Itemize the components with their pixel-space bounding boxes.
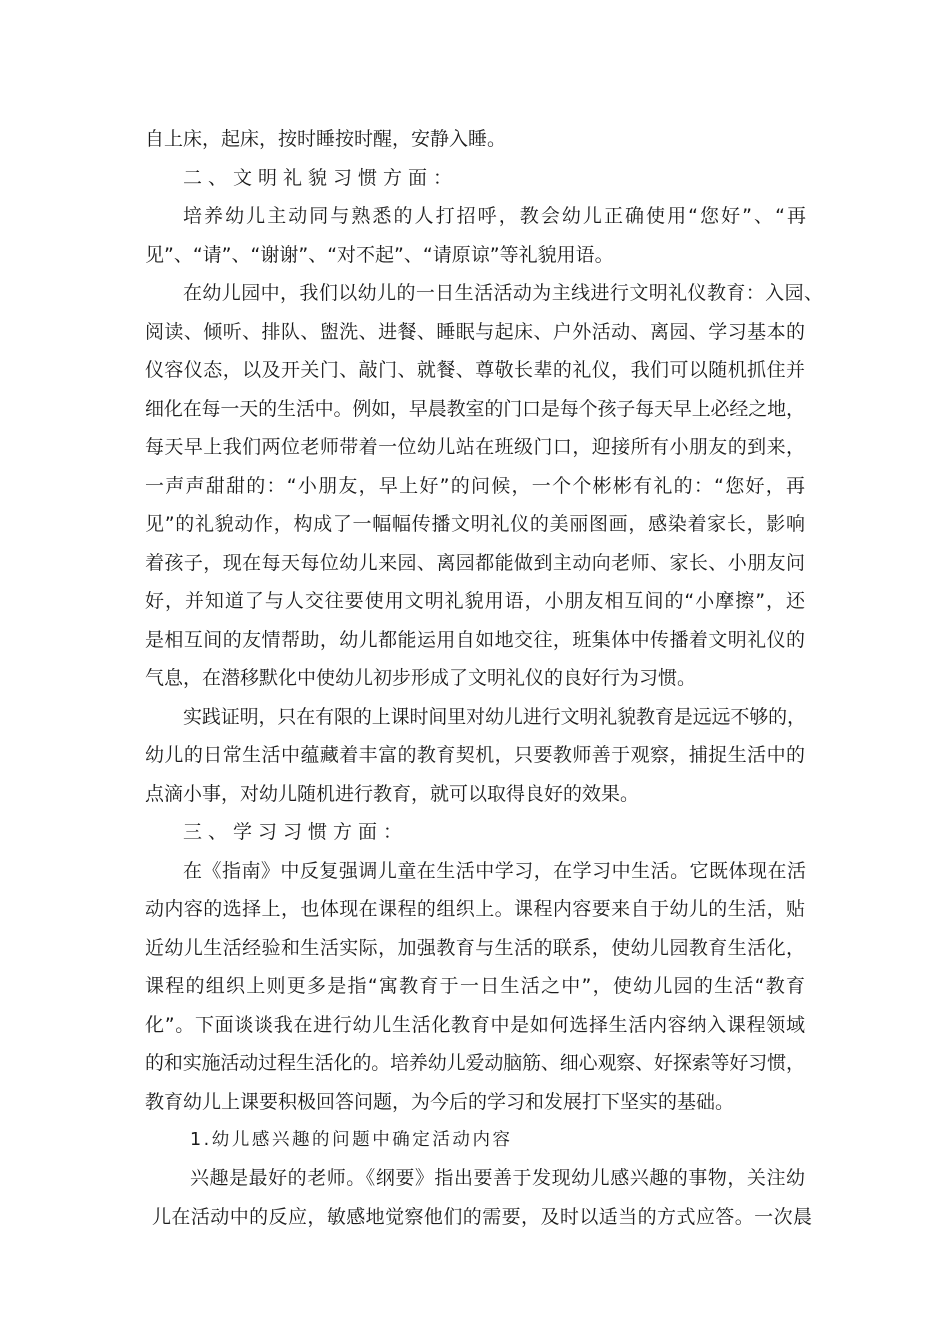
paragraph-line: 阅读、倾听、排队、盥洗、进餐、睡眠与起床、户外活动、离园、学习基本的 <box>145 321 806 343</box>
paragraph-line: 好，并知道了与人交往要使用文明礼貌用语，小朋友相互间的“小摩擦”，还 <box>145 590 806 612</box>
paragraph-line: 幼儿的日常生活中蕴藏着丰富的教育契机，只要教师善于观察，捕捉生活中的 <box>145 744 806 766</box>
paragraph-line: 兴趣是最好的老师。《纲要》指出要善于发现幼儿感兴趣的事物，关注幼 <box>190 1167 806 1189</box>
paragraph-line: 气息，在潜移默化中使幼儿初步形成了文明礼仪的良好行为习惯。 <box>145 667 697 689</box>
paragraph-line: 近幼儿生活经验和生活实际，加强教育与生活的联系，使幼儿园教育生活化， <box>145 937 806 959</box>
paragraph-line: 动内容的选择上，也体现在课程的组织上。课程内容要来自于幼儿的生活，贴 <box>145 898 806 920</box>
section-heading: 二、文明礼貌习惯方面： <box>183 167 459 189</box>
paragraph-line: 培养幼儿主动同与熟悉的人打招呼，教会幼儿正确使用“您好”、“再 <box>183 205 809 227</box>
paragraph-line: 在幼儿园中，我们以幼儿的一日生活活动为主线进行文明礼仪教育：入园、 <box>183 282 824 304</box>
paragraph-line: 儿在活动中的反应，敏感地觉察他们的需要，及时以适当的方式应答。一次晨 <box>152 1206 813 1228</box>
paragraph-line: 在《指南》中反复强调儿童在生活中学习，在学习中生活。它既体现在活 <box>183 860 807 882</box>
paragraph-line: 着孩子，现在每天每位幼儿来园、离园都能做到主动向老师、家长、小朋友问 <box>145 552 806 574</box>
paragraph-line: 点滴小事，对幼儿随机进行教育，就可以取得良好的效果。 <box>145 783 640 805</box>
paragraph-line: 的和实施活动过程生活化的。培养幼儿爱动脑筋、细心观察、好探索等好习惯， <box>145 1052 805 1074</box>
paragraph-line: 每天早上我们两位老师带着一位幼儿站在班级门口，迎接所有小朋友的到来， <box>145 436 806 458</box>
paragraph-line: 教育幼儿上课要积极回答问题，为今后的学习和发展打下坚实的基础。 <box>145 1091 735 1113</box>
paragraph-line: 一声声甜甜的：“小朋友，早上好”的问候，一个个彬彬有礼的：“您好，再 <box>145 475 807 497</box>
paragraph-line: 是相互间的友情帮助，幼儿都能运用自如地交往，班集体中传播着文明礼仪的 <box>145 629 806 651</box>
paragraph-line: 课程的组织上则更多是指“寓教育于一日生活之中”，使幼儿园的生活“教育 <box>145 975 807 997</box>
section-heading: 三、学习习惯方面： <box>183 821 409 843</box>
paragraph-line: 细化在每一天的生活中。例如，早晨教室的门口是每个孩子每天早上必经之地， <box>145 398 805 420</box>
paragraph-line: 实践证明，只在有限的上课时间里对幼儿进行文明礼貌教育是远远不够的， <box>183 706 806 728</box>
paragraph-line: 仪容仪态，以及开关门、敲门、就餐、尊敬长辈的礼仪，我们可以随机抓住并 <box>145 359 806 381</box>
paragraph-line: 化”。下面谈谈我在进行幼儿生活化教育中是如何选择生活内容纳入课程领域 <box>145 1014 806 1036</box>
paragraph-line: 见”的礼貌动作，构成了一幅幅传播文明礼仪的美丽图画，感染着家长，影响 <box>145 513 806 535</box>
paragraph-line: 自上床，起床，按时睡按时醒，安静入睡。 <box>145 128 507 150</box>
paragraph-line: 见”、“请”、“谢谢”、“对不起”、“请原谅”等礼貌用语。 <box>145 244 614 266</box>
subsection-heading: 1.幼儿感兴趣的问题中确定活动内容 <box>190 1130 513 1150</box>
